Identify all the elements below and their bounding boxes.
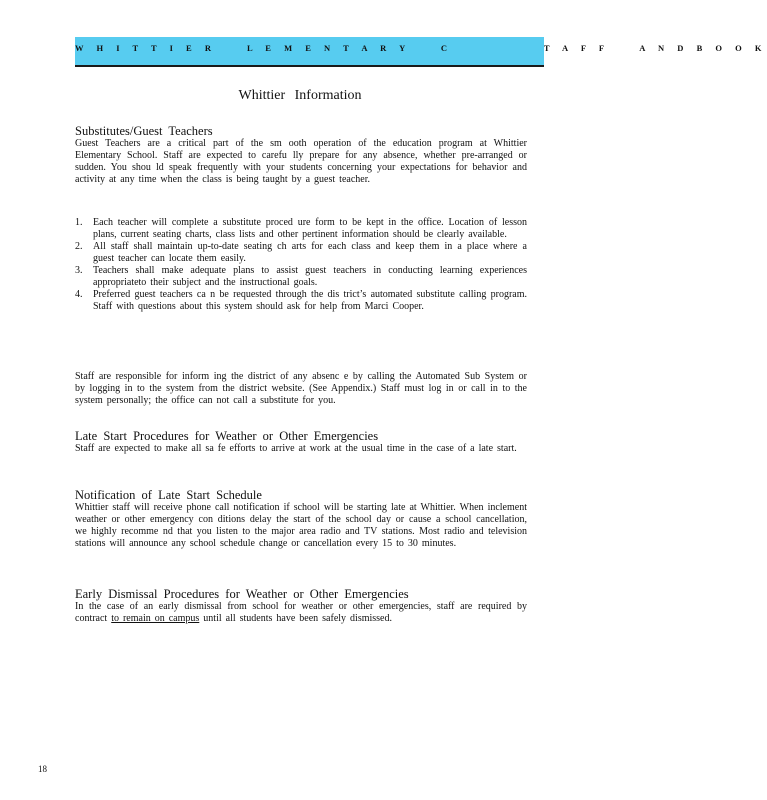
early-dismissal-heading: Early Dismissal Procedures for Weather or Other Emergencies	[75, 587, 409, 601]
early-dismissal-paragraph	[75, 601, 527, 625]
remain-on-campus-underlined: to remain on campus	[111, 613, 200, 624]
page-number: 18	[38, 764, 47, 774]
early-dismissal-text-after: until all students have been safely dismissed.	[199, 613, 392, 624]
list-item	[75, 217, 527, 241]
notification-section	[75, 488, 527, 550]
absence-reporting-section	[75, 371, 527, 407]
notification-heading: Notification of Late Start Schedule	[75, 488, 262, 502]
absence-reporting-paragraph: Staff are responsible for inform ing the district of any absenc e by calling the Automated Sub System or by logging in to the system from the district website. (See Appendix.) Staff must log in or call in to the system personally; the office can not call a substitute for you.	[75, 371, 527, 406]
list-item-number: 4.	[75, 289, 83, 300]
substitutes-heading: Substitutes/Guest Teachers	[75, 124, 213, 138]
list-item	[75, 289, 527, 313]
list-item-number: 1.	[75, 217, 83, 228]
list-item	[75, 241, 527, 265]
late-start-section	[75, 429, 527, 455]
early-dismissal-text-before: In the case of an early dismissal from school for weather or other emergencies, staff are required by contract	[75, 601, 527, 624]
handbook-header-bar	[75, 37, 767, 67]
late-start-paragraph: Staff are expected to make all sa fe efforts to arrive at work at the usual time in the case of a late start.	[75, 443, 517, 454]
list-item-text: Teachers shall make adequate plans to assist guest teachers in conducting learning experiences appropriateto their subject and the instructional goals.	[93, 265, 527, 288]
page-title: Whittier Information	[238, 88, 362, 103]
late-start-heading: Late Start Procedures for Weather or Other Emergencies	[75, 429, 379, 443]
substitutes-paragraph: Guest Teachers are a critical part of the sm ooth operation of the education program at Whittier Elementary School. Staff are expected to carefu lly prepare for any absence, whether pre-arranged or sudden. You shou ld speak frequently with your students concerning your expectations for behavior and activity at any time when the class is being taught by a guest teacher.	[75, 138, 527, 185]
list-item-text: All staff shall maintain up-to-date seating ch arts for each class and keep them in a place where a guest teacher can locate them easily.	[93, 241, 527, 264]
list-item-number: 3.	[75, 265, 83, 276]
list-item-text: Each teacher will complete a substitute proced ure form to be kept in the office. Location of lesson plans, current seating charts, class lists and other pertinent information should be clearly available.	[93, 217, 527, 240]
notification-paragraph: Whittier staff will receive phone call notification if school will be starting late at Whittier. When inclement weather or other emergency con ditions delay the start of the school day or cause a school cancellation, we highly recomme nd that you listen to the major area radio and TV stations. Most radio and television stations will announce any school schedule change or cancellation every 15 to 30 minutes.	[75, 502, 527, 549]
list-item-number: 2.	[75, 241, 83, 252]
substitutes-section	[75, 124, 527, 186]
early-dismissal-section	[75, 587, 527, 625]
substitutes-list	[75, 217, 527, 313]
handbook-header-text: W H I T T I E R L E M E N T A R Y C T A F F A N D B O O K	[75, 43, 767, 53]
list-item	[75, 265, 527, 289]
list-item-text: Preferred guest teachers ca n be requested through the dis trict’s automated substitute calling program. Staff with questions about this system should ask for help from Marci Cooper.	[93, 289, 527, 312]
